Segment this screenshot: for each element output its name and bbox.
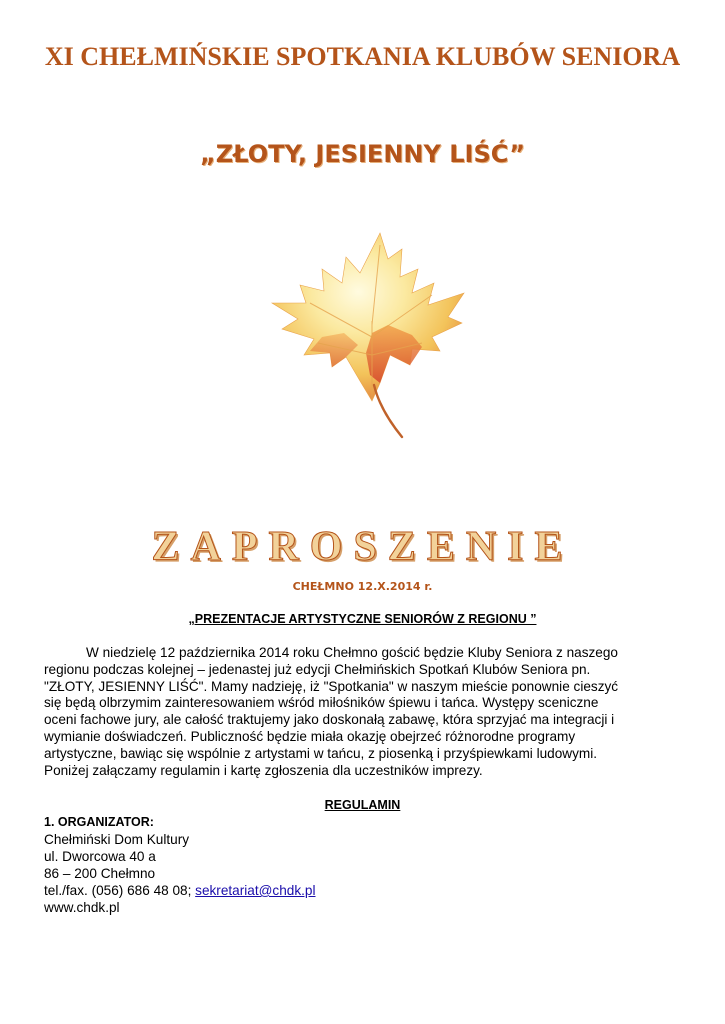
intro-paragraph [44,645,684,779]
intro-line: oceni fachowe jury, ale całość traktujemy jako doskonałą zabawę, która sprzyjać ma integracji i [44,712,615,728]
page-title: XI CHEŁMIŃSKIE SPOTKANIA KLUBÓW SENIORA [44,42,681,71]
email-link[interactable]: sekretariat@chdk.pl [195,883,316,898]
intro-line: W niedzielę 12 października 2014 roku Chełmno gościć będzie Kluby Seniora z naszego [86,645,618,660]
program-title: „PREZENTACJE ARTYSTYCZNE SENIORÓW Z REGIONU ” [188,612,537,626]
organizer-contact [44,882,644,899]
organizer-name: Chełmiński Dom Kultury [44,832,190,847]
leaf-shape [272,233,464,401]
organizer-phone: tel./fax. (056) 686 48 08; [44,883,192,898]
event-subtitle: „ZŁOTY, JESIENNY LIŚĆ” [200,140,525,168]
organizer-street: ul. Dworcowa 40 a [44,849,156,864]
leaf-stem [374,385,402,437]
organizer-section [44,814,644,916]
intro-line: się będą olbrzymim zainteresowaniem wśród miłośników śpiewu i tańca. Występy sceniczne [44,695,599,711]
intro-line: "ZŁOTY, JESIENNY LIŚĆ". Mamy nadzieję, iż "Spotkania" w naszym mieście ponownie cieszyć [44,678,619,694]
intro-line: artystyczne, bawiąc się wspólnie z artystami w tańcu, z piosenką i przyśpiewkami ludowymi. [44,745,598,761]
intro-line: regionu podczas kolejnej – jedenastej już edycji Chełmińskich Spotkań Klubów Seniora pn. [44,661,591,677]
event-date: CHEŁMNO 12.X.2014 r. [292,580,433,593]
invitation-heading: ZAPROSZENIE [151,524,574,570]
organizer-heading: 1. ORGANIZATOR: [44,815,154,829]
organizer-city: 86 – 200 Chełmno [44,866,156,881]
intro-line: wymianie doświadczeń. Publiczność będzie miała okazję obejrzeć różnorodne programy [44,728,576,744]
maple-leaf-icon [262,225,477,440]
regulations-title: REGULAMIN [324,798,401,812]
organizer-website[interactable]: www.chdk.pl [44,900,120,915]
intro-line: Poniżej załączamy regulamin i kartę zgłoszenia dla uczestników imprezy. [44,762,483,778]
